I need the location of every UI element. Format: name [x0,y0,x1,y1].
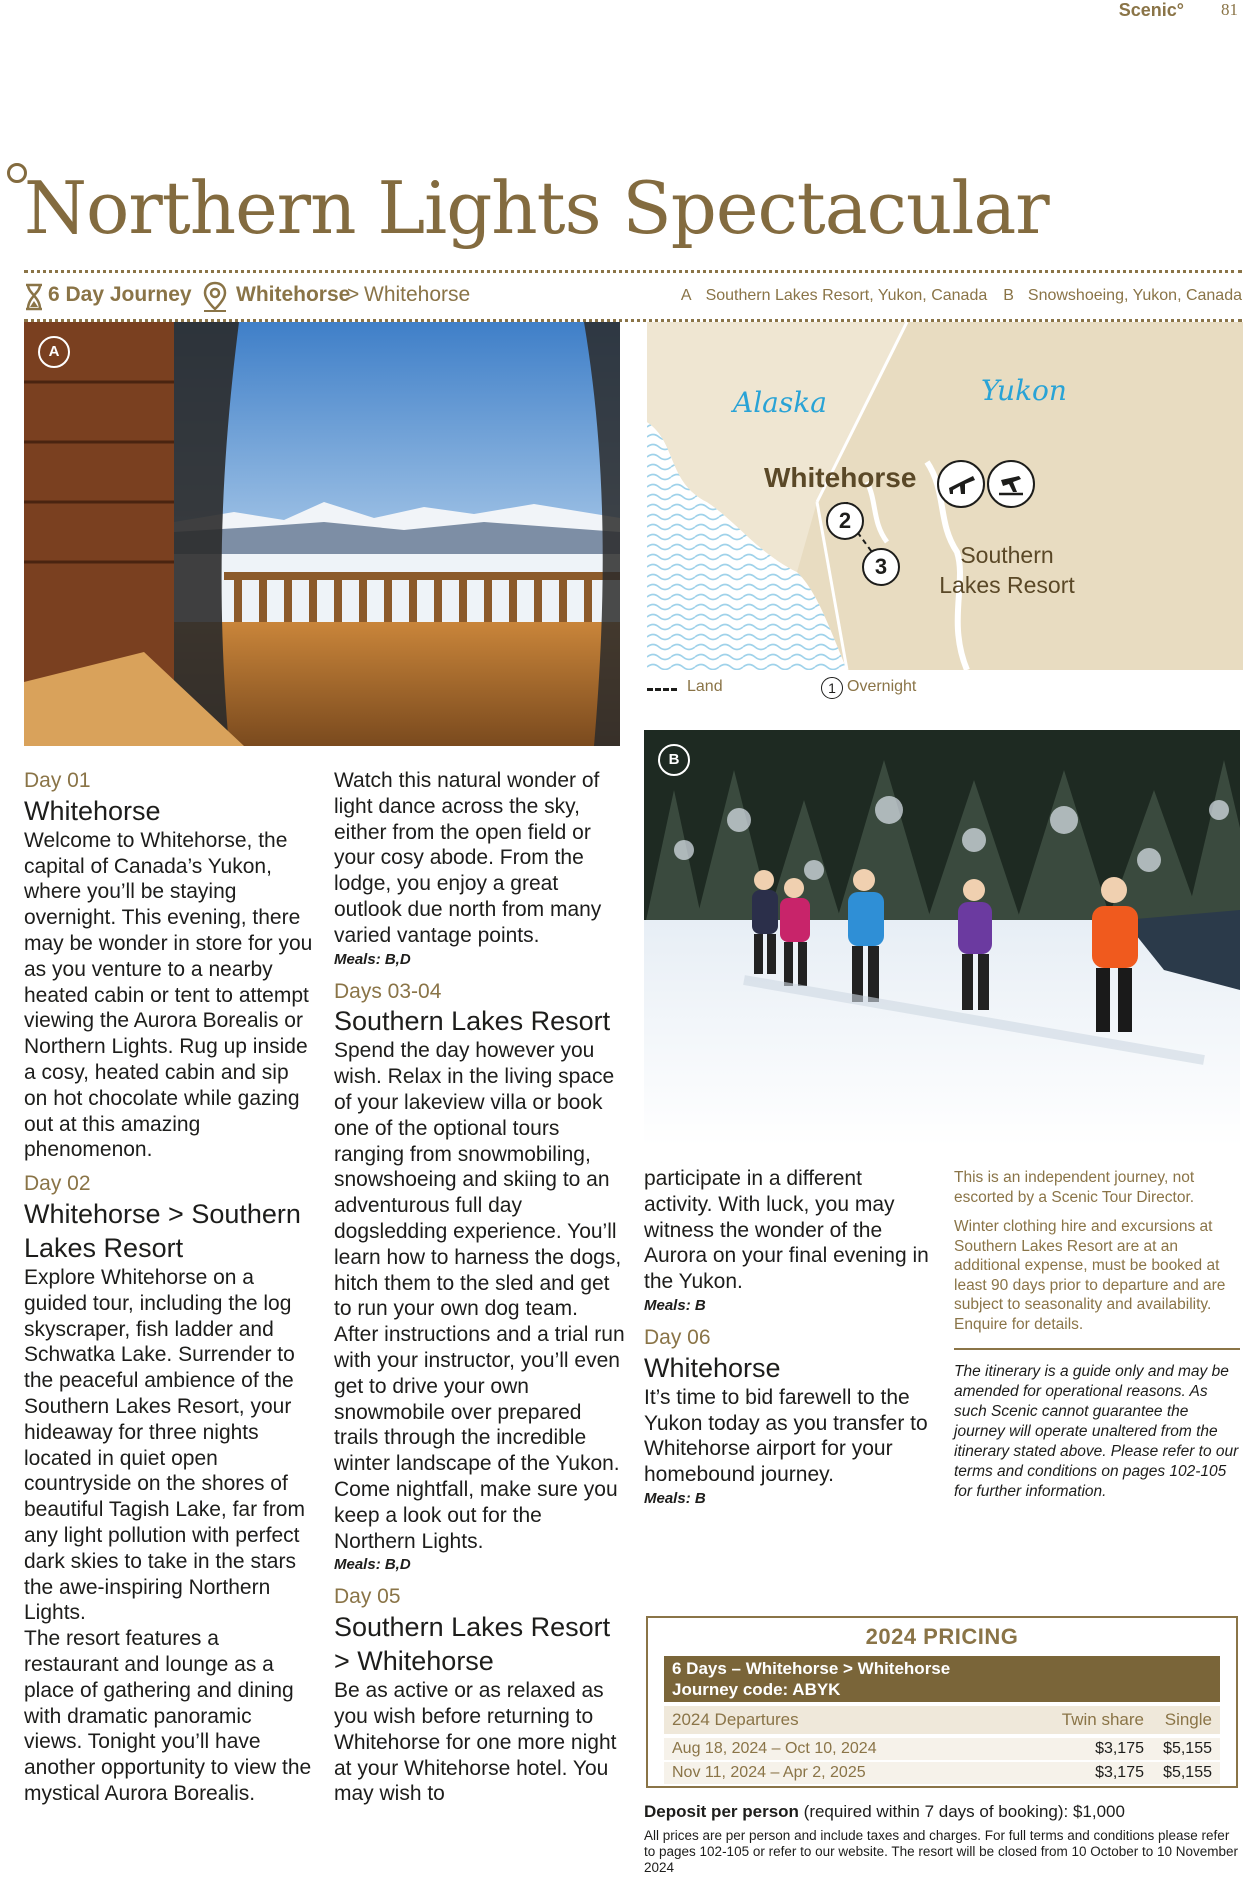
map-region-alaska: Alaska [733,386,827,419]
map-resort-label [907,540,1107,600]
note-winter-clothing: Winter clothing hire and excursions at Southern Lakes Resort are at an additional expense, must be booked at least 90 days prior to departure and are subject to seasonality and availability. Enquire for details. [954,1218,1226,1333]
pricing-row-dates: Nov 11, 2024 – Apr 2, 2025 [672,1764,866,1781]
map-legend [647,676,1243,706]
day01-text: Welcome to Whitehorse, the capital of Canada’s Yukon, where you’ll be staying overnight. This evening, there may be wonder in store for you as you venture to a nearby heated cabin or tent to attempt viewing the Aurora Borealis or Northern Lights. Rug up inside a cosy, heated cabin and sip on hot chocolate while gazing out at this amazing phenomenon. [24,828,313,1162]
day05-title: Southern Lakes Resort > Whitehorse [334,1612,611,1677]
legend-a-letter: A [680,287,692,304]
day0304-label: Days 03-04 [334,979,442,1003]
photo-snowshoeing [644,730,1240,1146]
note-independent: This is an independent journey, not escorted by a Scenic Tour Director. [954,1169,1195,1206]
route-map [647,322,1243,670]
page-number: 81 [1221,0,1238,19]
map-city-whitehorse: Whitehorse [764,462,917,493]
deposit-label: Deposit per person [644,1802,799,1821]
journey-info-bar [24,283,1242,313]
day01-text-continued: Watch this natural wonder of light dance across the sky, either from the open field or your cosy abode. From the lodge, you enjoy a great outlook due north from many varied vantage points. [334,769,602,947]
day06-meals: Meals: B [644,1489,706,1507]
day02-title: Whitehorse > Southern Lakes Resort [24,1198,301,1263]
brand-name: Scenic° [1118,0,1184,20]
legend-land: Land [687,678,723,695]
day0304-meals: Meals: B,D [334,1556,411,1574]
legend-b-letter: B [1003,287,1014,304]
route-from: Whitehorse [236,283,351,306]
pricing-row-single: $5,155 [1163,1740,1212,1757]
location-pin-icon [202,281,228,319]
journey-duration: 6 Day Journey [48,283,192,306]
col-single: Single [1164,1710,1212,1729]
pricing-table [646,1616,1238,1788]
dashed-line-icon [647,688,677,691]
pricing-row-dates: Aug 18, 2024 – Oct 10, 2024 [672,1740,877,1757]
snowshoe-illustration [644,730,1240,1146]
pricing-journey-code: Journey code: ABYK [672,1680,841,1699]
day02-label: Day 02 [24,1172,91,1196]
photo-legend [681,287,1242,305]
day01-title: Whitehorse [24,795,161,826]
notes-column [954,1168,1240,1502]
cabin-illustration [24,322,620,746]
route-to: Whitehorse [364,283,471,306]
photo-badge-b: B [658,744,690,776]
day05-label: Day 05 [334,1585,401,1609]
hourglass-icon [24,283,44,317]
day01-meals: Meals: B,D [334,950,411,968]
legend-a-text: Southern Lakes Resort, Yukon, Canada [705,287,988,304]
pricing-band [664,1656,1220,1702]
pricing-row-twin: $3,175 [1095,1764,1144,1781]
map-resort-line1: Southern [960,542,1054,568]
deposit-text: (required within 7 days of booking): $1,000 [803,1802,1125,1821]
map-resort-line2: Lakes Resort [939,572,1075,598]
legend-overnight: Overnight [847,678,917,695]
divider-top [24,270,1242,273]
col-departures: 2024 Departures [672,1710,799,1729]
notes-divider [954,1348,1240,1350]
pricing-header-row [664,1706,1220,1734]
page-title: Northern Lights Spectacular [24,166,1049,250]
map-stop-2: 2 [826,502,864,540]
pricing-row-twin: $3,175 [1095,1740,1144,1757]
day0304-title: Southern Lakes Resort [334,1006,611,1037]
pricing-row-single: $5,155 [1163,1764,1212,1781]
deposit-line [644,1802,1244,1822]
day05-text: Be as active or as relaxed as you wish before returning to Whitehorse for one more night at your Whitehorse hotel. You may wish to [334,1679,617,1806]
map-stop-3: 3 [862,548,900,586]
legend-b-text: Snowshoeing, Yukon, Canada [1027,287,1242,304]
day02-text: Explore Whitehorse on a guided tour, including the log skyscraper, fish ladder and Schwatka Lake. Surrender to the peaceful ambience of the Southern Lakes Resort, your hideaway for three nights located in quiet open countryside on the shores of beautiful Tagish Lake, far from any light pollution with perfect dark skies to take in the stars the awe-inspiring Northern Lights. [24,1265,305,1625]
map-region-yukon: Yukon [981,374,1067,407]
pricing-row [664,1738,1220,1760]
itinerary-column-1 [24,768,314,1807]
pricing-fine-print: All prices are per person and include taxes and charges. For full terms and conditions please refer to pages 102-105 or refer to our website. The resort will be closed from 10 October to 10 November 2024 [644,1828,1239,1875]
itinerary-disclaimer: The itinerary is a guide only and may be amended for operational reasons. As such Scenic cannot guarantee the journey will operate unaltered from the itinerary stated above. Please refer to our terms and conditions on pages 102-105 for further information. [954,1363,1239,1500]
day05-meals: Meals: B [644,1296,706,1314]
flight-icon [937,460,985,508]
day05-text-continued: participate in a different activity. With luck, you may witness the wonder of the Aurora on your final evening in the Yukon. [644,1167,929,1294]
floatplane-icon [987,460,1035,508]
day0304-text: Spend the day however you wish. Relax in the living space of your lakeview villa or book one of the optional tours ranging from snowmobiling, snowshoeing and skiing to an adventurous full day dogsledding experience. You’ll learn how to harness the dogs, hitch them to the sled and get to run your own dog team. After instructions and a trial run with your instructor, you’ll even get to drive your own snowmobile over prepared trails through the incredible winter landscape of the Yukon. Come nightfall, make sure you keep a look out for the Northern Lights. [334,1039,625,1553]
route-separator: > [347,283,360,306]
pricing-journey-title: 6 Days – Whitehorse > Whitehorse [672,1659,951,1678]
legend-overnight-badge: 1 [821,677,843,699]
itinerary-column-2 [334,768,626,1807]
day06-text: It’s time to bid farewell to the Yukon today as you transfer to Whitehorse airport for your homebound journey. [644,1385,928,1487]
day06-title: Whitehorse [644,1352,781,1383]
day02-text-2: The resort features a restaurant and lounge as a place of gathering and dining with dramatic panoramic views. Tonight you’ll have another opportunity to view the mystical Aurora Borealis. [24,1627,312,1805]
col-twin-share: Twin share [1061,1710,1144,1729]
pricing-heading: 2024 PRICING [865,1624,1019,1649]
photo-cabin-view [24,322,620,746]
day06-label: Day 06 [644,1325,711,1349]
itinerary-column-3 [644,1166,934,1514]
photo-badge-a: A [38,336,70,368]
pricing-row [664,1762,1220,1784]
day01-label: Day 01 [24,769,91,792]
